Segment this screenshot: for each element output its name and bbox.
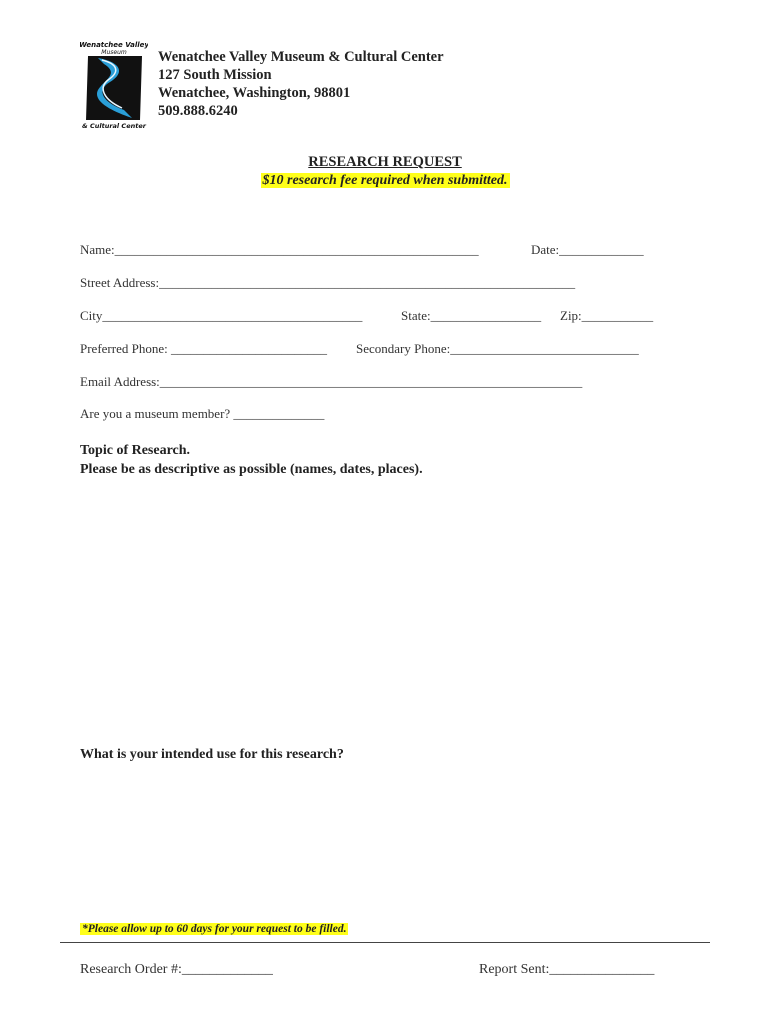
- research-order-field[interactable]: Research Order #:_____________: [80, 962, 273, 977]
- zip-field[interactable]: Zip:___________: [560, 308, 654, 323]
- city-field[interactable]: City________________________________________: [80, 308, 363, 323]
- topic-heading: Topic of Research.: [80, 443, 191, 458]
- report-sent-field[interactable]: Report Sent:_______________: [479, 962, 655, 977]
- logo-bottom-text: & Cultural Center: [82, 122, 146, 130]
- museum-address-street: 127 South Mission: [158, 67, 272, 83]
- museum-name: Wenatchee Valley Museum & Cultural Center: [158, 49, 444, 65]
- state-field[interactable]: State:_________________: [401, 308, 542, 323]
- logo-top-text: Wenatchee Valley: [80, 41, 148, 49]
- fee-notice-wrapper: [0, 173, 770, 189]
- street-address-field[interactable]: Street Address:________________________________________________________________: [80, 275, 576, 290]
- intended-use-response-area[interactable]: [80, 770, 690, 915]
- email-address-field[interactable]: Email Address:_________________________________________________________________: [80, 374, 583, 389]
- secondary-phone-field[interactable]: Secondary Phone:_____________________________: [356, 341, 639, 356]
- preferred-phone-field[interactable]: Preferred Phone: ________________________: [80, 341, 327, 356]
- form-title: RESEARCH REQUEST: [308, 154, 462, 170]
- allow-note: *Please allow up to 60 days for your request to be filled.: [82, 923, 347, 935]
- museum-address-city: Wenatchee, Washington, 98801: [158, 85, 351, 101]
- museum-logo: [80, 40, 148, 130]
- intended-use-heading: What is your intended use for this research?: [80, 747, 344, 762]
- allow-note-wrapper: [80, 923, 348, 935]
- name-field[interactable]: Name:________________________________________________________: [80, 242, 479, 257]
- logo-mid-text: Museum: [101, 49, 127, 56]
- museum-logo-graphic: [80, 40, 148, 130]
- topic-response-area[interactable]: [80, 485, 690, 735]
- divider: [60, 942, 710, 943]
- museum-member-field[interactable]: Are you a museum member? ______________: [80, 406, 325, 421]
- museum-phone: 509.888.6240: [158, 103, 238, 119]
- date-field[interactable]: Date:_____________: [531, 242, 644, 257]
- topic-subheading: Please be as descriptive as possible (names, dates, places).: [80, 462, 423, 477]
- fee-notice: $10 research fee required when submitted.: [262, 173, 508, 188]
